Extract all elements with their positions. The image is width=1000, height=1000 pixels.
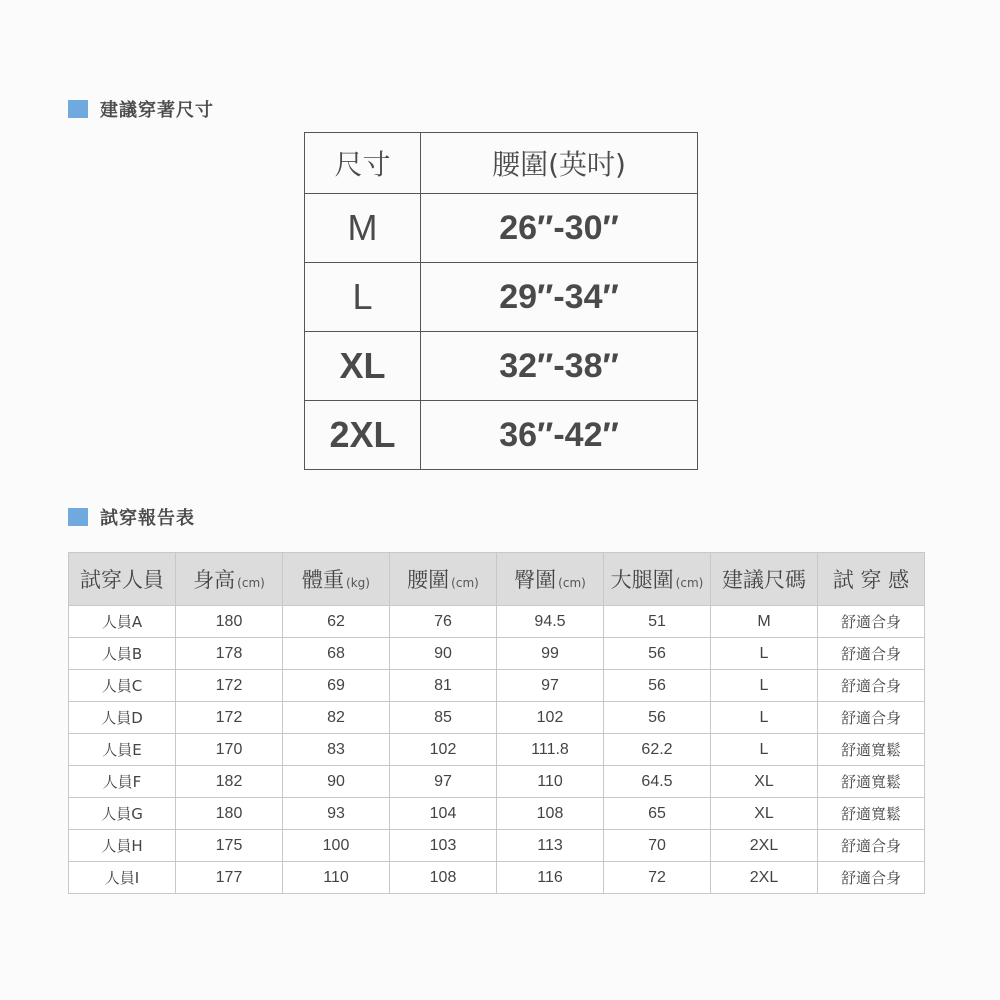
table-cell: 108	[390, 862, 497, 894]
report-column-header	[69, 553, 176, 606]
table-cell: 111.8	[497, 734, 604, 766]
table-cell: 93	[283, 798, 390, 830]
table-cell: 104	[390, 798, 497, 830]
table-row	[69, 862, 925, 894]
table-cell: 人員F	[69, 766, 176, 798]
table-cell: 82	[283, 702, 390, 734]
column-label: 大腿圍	[610, 568, 674, 592]
table-cell: 81	[390, 670, 497, 702]
column-label: 體重	[302, 568, 345, 592]
table-row	[69, 606, 925, 638]
table-cell: 103	[390, 830, 497, 862]
table-cell: 舒適合身	[818, 702, 925, 734]
table-cell: 51	[604, 606, 711, 638]
size-section-title: 建議穿著尺寸	[100, 100, 214, 121]
column-unit: (cm)	[237, 576, 265, 590]
table-cell: 人員H	[69, 830, 176, 862]
table-cell: 56	[604, 670, 711, 702]
waist-cell: 26″-30″	[421, 194, 698, 263]
table-cell: 94.5	[497, 606, 604, 638]
table-cell: 76	[390, 606, 497, 638]
report-section-title: 試穿報告表	[100, 508, 195, 529]
heading-marker-icon	[68, 100, 88, 118]
report-section-heading	[68, 504, 195, 530]
table-cell: 人員B	[69, 638, 176, 670]
size-header: 尺寸	[305, 133, 421, 194]
table-cell: 172	[176, 670, 283, 702]
table-cell: L	[711, 638, 818, 670]
column-unit: (cm)	[558, 576, 586, 590]
waist-cell: 32″-38″	[421, 332, 698, 401]
report-column-header	[711, 553, 818, 606]
table-cell: 64.5	[604, 766, 711, 798]
size-row	[305, 332, 698, 401]
table-cell: 2XL	[711, 862, 818, 894]
size-row	[305, 263, 698, 332]
table-cell: 舒適寬鬆	[818, 766, 925, 798]
table-cell: 116	[497, 862, 604, 894]
size-row	[305, 194, 698, 263]
table-cell: 人員A	[69, 606, 176, 638]
table-cell: 舒適合身	[818, 830, 925, 862]
report-column-header	[818, 553, 925, 606]
table-row	[69, 702, 925, 734]
column-label: 腰圍	[407, 568, 450, 592]
table-cell: 97	[390, 766, 497, 798]
size-cell: M	[305, 194, 421, 263]
table-cell: 人員I	[69, 862, 176, 894]
fitting-report-table	[68, 552, 925, 894]
table-cell: XL	[711, 798, 818, 830]
table-cell: 62.2	[604, 734, 711, 766]
column-label: 試 穿 感	[832, 568, 910, 592]
table-row	[69, 830, 925, 862]
column-label: 身高	[193, 568, 236, 592]
table-cell: 72	[604, 862, 711, 894]
size-row	[305, 401, 698, 470]
table-cell: 85	[390, 702, 497, 734]
size-cell: L	[305, 263, 421, 332]
size-cell: 2XL	[305, 401, 421, 470]
table-cell: 人員E	[69, 734, 176, 766]
table-cell: 180	[176, 606, 283, 638]
table-cell: 177	[176, 862, 283, 894]
size-cell: XL	[305, 332, 421, 401]
table-row	[69, 638, 925, 670]
report-column-header	[176, 553, 283, 606]
table-row	[69, 766, 925, 798]
report-column-header	[497, 553, 604, 606]
table-cell: L	[711, 702, 818, 734]
table-cell: 182	[176, 766, 283, 798]
column-label: 建議尺碼	[722, 568, 806, 592]
table-cell: 110	[283, 862, 390, 894]
table-cell: M	[711, 606, 818, 638]
column-unit: (cm)	[675, 576, 704, 590]
table-cell: 人員C	[69, 670, 176, 702]
table-cell: 108	[497, 798, 604, 830]
column-label: 臀圍	[514, 568, 557, 592]
column-label: 試穿人員	[80, 568, 164, 592]
table-cell: 舒適合身	[818, 638, 925, 670]
table-cell: 110	[497, 766, 604, 798]
table-cell: 56	[604, 638, 711, 670]
table-row	[69, 734, 925, 766]
table-cell: 178	[176, 638, 283, 670]
table-cell: 2XL	[711, 830, 818, 862]
table-cell: 175	[176, 830, 283, 862]
table-cell: 180	[176, 798, 283, 830]
table-row	[69, 798, 925, 830]
waist-cell: 29″-34″	[421, 263, 698, 332]
table-cell: 舒適合身	[818, 606, 925, 638]
size-section-heading	[68, 96, 214, 122]
table-cell: L	[711, 734, 818, 766]
table-cell: 舒適合身	[818, 670, 925, 702]
report-column-header	[390, 553, 497, 606]
table-cell: 83	[283, 734, 390, 766]
table-cell: 100	[283, 830, 390, 862]
table-row	[69, 670, 925, 702]
table-cell: 90	[390, 638, 497, 670]
table-cell: 68	[283, 638, 390, 670]
size-table-header-row	[305, 133, 698, 194]
table-cell: 62	[283, 606, 390, 638]
table-cell: XL	[711, 766, 818, 798]
table-cell: 102	[390, 734, 497, 766]
table-cell: 56	[604, 702, 711, 734]
table-cell: 97	[497, 670, 604, 702]
table-cell: 65	[604, 798, 711, 830]
table-cell: 172	[176, 702, 283, 734]
table-cell: L	[711, 670, 818, 702]
table-cell: 102	[497, 702, 604, 734]
report-header-row	[69, 553, 925, 606]
table-cell: 舒適寬鬆	[818, 734, 925, 766]
size-table	[304, 132, 698, 470]
table-cell: 70	[604, 830, 711, 862]
column-unit: (kg)	[346, 576, 370, 590]
column-unit: (cm)	[451, 576, 479, 590]
waist-cell: 36″-42″	[421, 401, 698, 470]
waist-header: 腰圍(英吋)	[421, 133, 698, 194]
report-column-header	[283, 553, 390, 606]
table-cell: 170	[176, 734, 283, 766]
table-cell: 90	[283, 766, 390, 798]
report-column-header	[604, 553, 711, 606]
heading-marker-icon	[68, 508, 88, 526]
table-cell: 人員G	[69, 798, 176, 830]
table-cell: 人員D	[69, 702, 176, 734]
table-cell: 113	[497, 830, 604, 862]
table-cell: 舒適寬鬆	[818, 798, 925, 830]
table-cell: 99	[497, 638, 604, 670]
table-cell: 舒適合身	[818, 862, 925, 894]
table-cell: 69	[283, 670, 390, 702]
